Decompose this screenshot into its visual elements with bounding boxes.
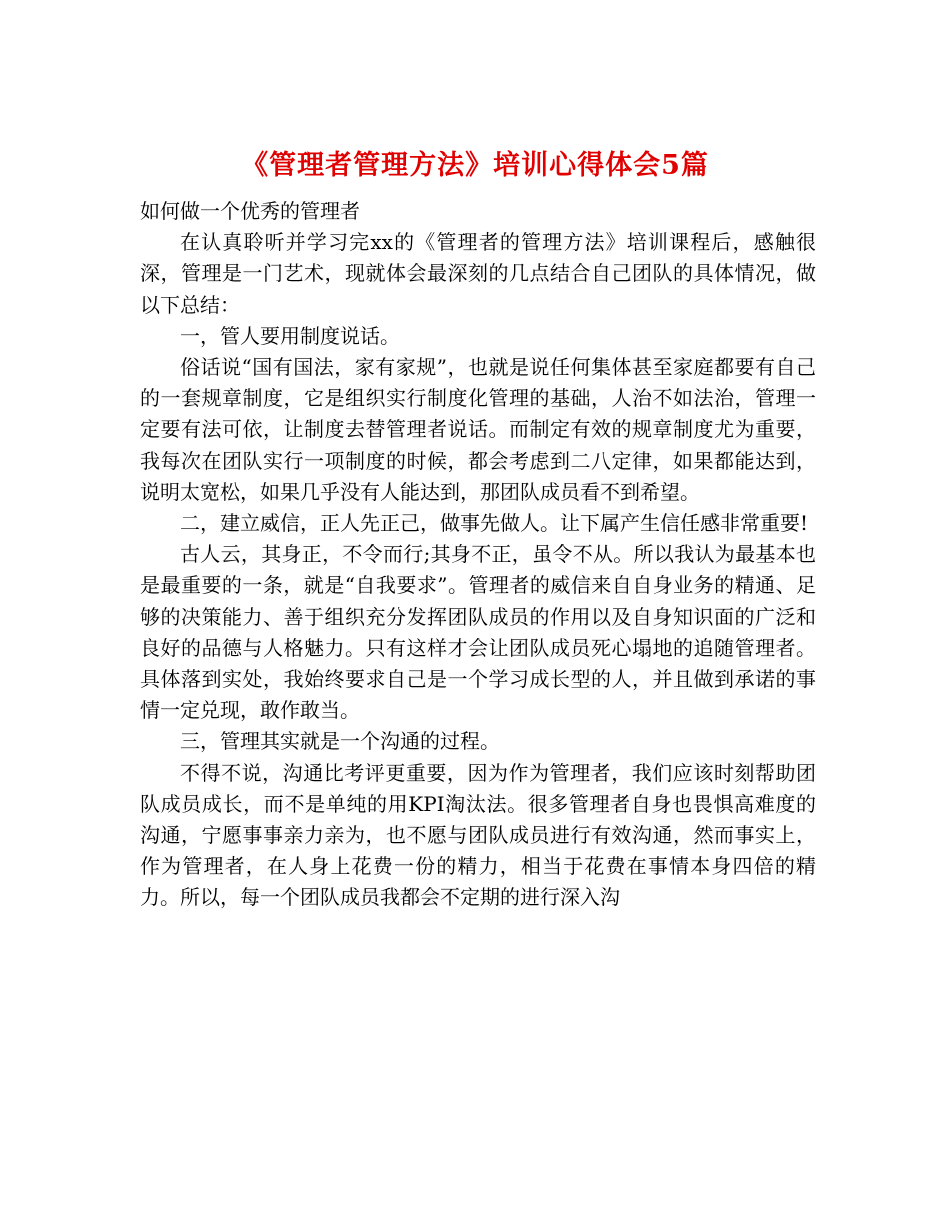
paragraph: 俗话说“国有国法，家有家规”，也就是说任何集体甚至家庭都要有自己的一套规章制度，它是组织实行制度化管理的基础，人治不如法治，管理一定要有法可依，让制度去替管理者说话。而制定有效的规章制度尤为重要，我每次在团队实行一项制度的时候，都会考虑到二八定律，如果都能达到，说明太宽松，如果几乎没有人能达到，那团队成员看不到希望。 (140, 355, 816, 504)
point-heading-1: 一，管人要用制度说话。 (180, 323, 400, 348)
point-heading-3: 三，管理其实就是一个沟通的过程。 (180, 729, 500, 754)
section-heading: 如何做一个优秀的管理者 (140, 199, 360, 223)
document-title: 《管理者管理方法》培训心得体会5篇 (241, 150, 709, 182)
paragraph: 古人云，其身正，不令而行;其身不正，虽令不从。所以我认为最基本也是最重要的一条，就是“自我要求”。管理者的威信来自自身业务的精通、足够的决策能力、善于组织充分发挥团队成员的作用以及自身知识面的广泛和良好的品德与人格魅力。只有这样才会让团队成员死心塌地的追随管理者。具体落到实处，我始终要求自己是一个学习成长型的人，并且做到承诺的事情一定兑现，敢作敢当。 (140, 542, 816, 723)
document-body (140, 196, 816, 914)
point-heading-2: 二，建立威信，正人先正己，做事先做人。让下属产生信任感非常重要! (180, 511, 809, 536)
paragraph: 不得不说，沟通比考评更重要，因为作为管理者，我们应该时刻帮助团队成员成长，而不是单纯的用KPI淘汰法。很多管理者自身也畏惧高难度的沟通，宁愿事事亲力亲为，也不愿与团队成员进行有效沟通，然而事实上，作为管理者，在人身上花费一份的精力，相当于花费在事情本身四倍的精力。所以，每一个团队成员我都会不定期的进行深入沟 (140, 760, 816, 910)
paragraph: 在认真聆听并学习完xx的《管理者的管理方法》培训课程后，感触很深，管理是一门艺术，现就体会最深刻的几点结合自己团队的具体情况，做以下总结： (140, 230, 816, 317)
